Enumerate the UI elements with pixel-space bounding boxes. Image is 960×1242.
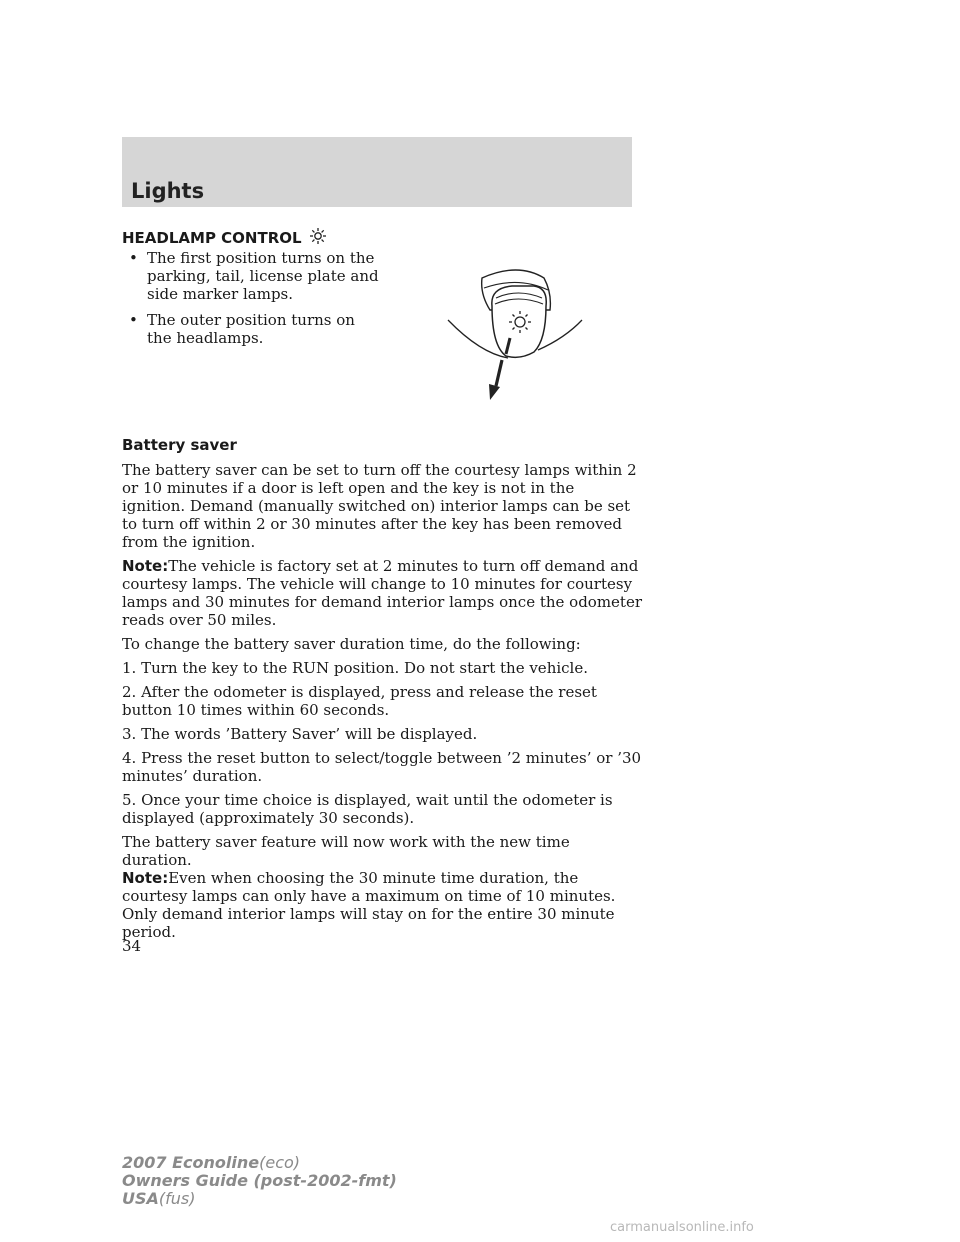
footer-model-code: (eco) (259, 1153, 301, 1172)
watermark: carmanualsonline.info (610, 1220, 754, 1235)
section-title: Lights (131, 179, 205, 203)
footer-guide: Owners Guide (post-2002-fmt) (122, 1171, 397, 1190)
footer-region: USA (122, 1189, 159, 1208)
headlamp-knob-icon (440, 258, 585, 403)
note-paragraph: Note:The vehicle is factory set at 2 minutes to turn off demand and courtesy lamps. The vehicle will change to 10 minutes for courtesy lamps and 30 minutes for demand interior lamps once the odometer reads over 50 miles. (122, 557, 643, 629)
headlamp-control-heading-row (122, 227, 327, 248)
document-footer (122, 1154, 397, 1208)
footer-model: 2007 Econoline (122, 1153, 260, 1172)
battery-saver-section (122, 436, 642, 947)
step-item: 4. Press the reset button to select/toggle between ’2 minutes’ or ’30 minutes’ duration. (122, 749, 642, 785)
headlamp-bullet-list (122, 249, 382, 355)
headlamp-sun-icon (309, 227, 327, 245)
battery-saver-intro: The battery saver can be set to turn off the courtesy lamps within 2 or 10 minutes if a door is left open and the key is not in the ignition. Demand (manually switched on) interior lamps can be set to turn off within 2 or 30 minutes after the key has been removed from the ignition. (122, 461, 637, 551)
headlamp-control-heading: HEADLAMP CONTROL (122, 229, 302, 247)
step-item: 1. Turn the key to the RUN position. Do not start the vehicle. (122, 659, 588, 677)
step-item: 2. After the odometer is displayed, press and release the reset button 10 times within 60 seconds. (122, 683, 597, 719)
step-item: 5. Once your time choice is displayed, wait until the odometer is displayed (approximately 30 seconds). (122, 791, 613, 827)
page-number: 34 (122, 937, 142, 955)
list-item: • The outer position turns on the headlamps. (129, 311, 355, 347)
battery-saver-heading: Battery saver (122, 436, 237, 454)
instructions-intro: To change the battery saver duration time, do the following: (122, 635, 581, 653)
note-paragraph: Note:Even when choosing the 30 minute time duration, the courtesy lamps can only have a maximum on time of 10 minutes. Only demand interior lamps will stay on for the entire 30 minute period. (122, 869, 616, 941)
list-item: • The first position turns on the parking, tail, license plate and side marker lamps. (129, 249, 379, 303)
closing-paragraph: The battery saver feature will now work with the new time duration. (122, 833, 570, 869)
step-item: 3. The words ’Battery Saver’ will be displayed. (122, 725, 478, 743)
footer-region-code: (fus) (158, 1189, 196, 1208)
